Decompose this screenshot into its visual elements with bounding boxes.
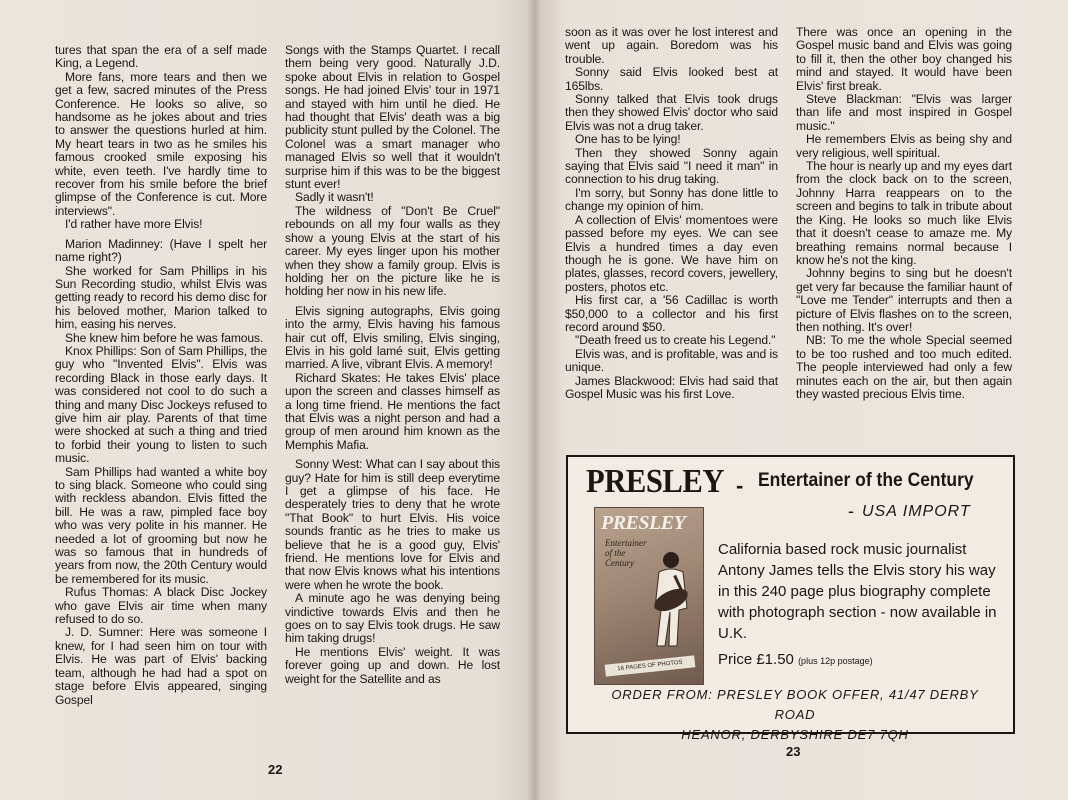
elvis-figure-illustration (641, 548, 699, 648)
paragraph: "Death freed us to create his Legend." (575, 333, 776, 348)
paragraph: The wildness of "Don't Be Cruel" rebounds on all my four walls as they show a young Elvis at the start of his career. My eyes linger upon his mother when they show a family group. Elvis is holding her on the picture like he is holding her now in his new life. (285, 203, 500, 299)
paragraph: Sadly it wasn't! (295, 190, 374, 205)
book-cover-band: 16 PAGES OF PHOTOS (605, 655, 696, 676)
order-address (590, 685, 1000, 745)
page-number: 22 (268, 762, 283, 777)
paragraph: I'm sorry, but Sonny has done little to change my opinion of him. (565, 185, 778, 214)
book-advertisement (566, 455, 1015, 742)
paragraph: She knew him before he was famous. (65, 330, 264, 345)
paragraph: J. D. Sumner: Here was someone I knew, for I had seen him on tour with Elvis. He was part of Elvis' backing team, although he had had a spot on stage before Elvis appeared, singing Gospel (55, 625, 267, 707)
article-column-4 (796, 26, 1012, 401)
paragraph: Sam Phillips had wanted a white boy to sing black. Someone who could sing with reckless abandon. Elvis fitted the bill. He was a raw, pimpled face boy who was very polite in his manner. He needed a lot of grooming but now he was so famous that in hundreds of years from now, the 20th Century would be remembered for its music. (55, 464, 267, 586)
paragraph: Then they showed Sonny again saying that Elvis said "I need it man" in connection to his drug taking. (565, 145, 778, 187)
price-label: Price £1.50 (718, 651, 794, 668)
ad-description: California based rock music journalist Antony James tells the Elvis story his way in this 240 page plus biography complete with photograph section - now available in U.K. (718, 541, 997, 642)
paragraph: A minute ago he was denying being vindictive towards Elvis and then he goes on to say Elvis took drugs. He saw him taking drugs! (285, 591, 500, 646)
paragraph: I'd rather have more Elvis! (65, 217, 203, 232)
paragraph: Sonny West: What can I say about this guy? Hate for him is still deep everytime I get a glimpse of his face. He desperately tries to deny that he wrote "That Book" to hurt Elvis. His voice sounds frantic as he tries to make us believe that he is a good guy, Elvis' friend. He mentions love for Elvis and that now Elvis knows what his intentions were when he wrote the book. (285, 457, 500, 592)
paragraph: Sonny said Elvis looked best at 165lbs. (565, 65, 778, 93)
ad-import-dash: - (848, 501, 854, 521)
paragraph: Johnny begins to sing but he doesn't get very far because the familiar haunt of "Love me Tender" interrupts and then a picture of Elvis flashes on to the screen, then nothing. It's over! (796, 266, 1012, 334)
paragraph: There was once an opening in the Gospel music band and Elvis was going to fill it, then the other boy changed his mind and stayed. It would have been Elvis' first break. (796, 25, 1012, 93)
book-gutter (527, 0, 541, 800)
paragraph: Sonny talked that Elvis took drugs then they showed Elvis' doctor who said Elvis was not a drug taker. (565, 92, 778, 133)
ad-price (718, 651, 873, 668)
book-cover-subtitle: Entertainer of the Century (605, 538, 647, 568)
paragraph: He mentions Elvis' weight. It was forever going up and down. He lost weight for the Satellite and as (285, 644, 500, 686)
price-note: (plus 12p postage) (798, 656, 873, 666)
paragraph: NB: To me the whole Special seemed to be too rushed and too much edited. The people interviewed had only a few minutes each on the air, but then again they wasted precious Elvis time. (796, 333, 1012, 401)
article-column-1 (55, 44, 267, 707)
paragraph: A collection of Elvis' momentoes were passed before my eyes. We can see Elvis a hundred times a day even though he is gone. We have him on plates, glasses, record covers, jewellery, posters, photos etc. (565, 212, 778, 294)
page-number: 23 (786, 744, 801, 759)
paragraph: One has to be lying! (575, 132, 681, 147)
paragraph: She worked for Sam Phillips in his Sun Recording studio, whilst Elvis was getting ready to record his demo disc for his beloved mother, Marion talked to him, easing his nerves. (55, 263, 267, 332)
book-cover-image (594, 507, 704, 685)
article-column-3 (565, 26, 778, 401)
paragraph: soon as it was over he lost interest and went up again. Boredom was his trouble. (565, 25, 778, 66)
paragraph: His first car, a '56 Cadillac is worth $50,000 to a collector and his first record around $50. (565, 293, 778, 334)
paragraph: Elvis was, and is profitable, was and is unique. (565, 346, 778, 375)
paragraph: The hour is nearly up and my eyes dart from the clock back on to the screen, Johnny Harra reappears on to the screen and begins to talk in tribute about the King. He looks so much like Elvis that it doesn't cease to amaze me. My breathing remains normal because I know he's not the king. (796, 159, 1012, 267)
paragraph: Steve Blackman: "Elvis was larger than life and most inspired in Gospel music." (796, 92, 1012, 133)
paragraph: Rufus Thomas: A black Disc Jockey who gave Elvis air time when many refused to do so. (55, 585, 267, 627)
paragraph: Songs with the Stamps Quartet. I recall them being very good. Naturally J.D. spoke about Elvis in relation to Gospel songs. He had joined Elvis' tour in 1971 and stayed with him until he died. He had thought that Elvis' death was a big publicity stunt pulled by the Colonel. The Colonel was a smart manager who managed Elvis so well that it wouldn't surprise him if this was to be the biggest stunt ever! (285, 43, 500, 192)
ad-subtitle: Entertainer of the Century (758, 470, 974, 491)
paragraph: Marion Madinney: (Have I spelt her name right?) (55, 236, 267, 265)
ad-import-label: USA IMPORT (862, 503, 971, 520)
paragraph: Knox Phillips: Son of Sam Phillips, the guy who "Invented Elvis". Elvis was recording Black in those early days. It was considered not cool to do such a thing and many Disc Jockeys refused to give him air play. Parents of that time were shocked at such a thing and tried to forbid their young to listen to such music. (55, 343, 267, 466)
ad-title: PRESLEY (586, 463, 724, 500)
order-line-1: ORDER FROM: PRESLEY BOOK OFFER, 41/47 DERBY ROAD (611, 687, 979, 722)
paragraph: He remembers Elvis as being shy and very religious, well spiritual. (796, 132, 1012, 160)
paragraph: tures that span the era of a self made King, a Legend. (55, 43, 267, 71)
paragraph: More fans, more tears and then we get a few, sacred minutes of the Press Conference. He looks so alive, so handsome as he jokes about and tries to answer the questions hurled at him. My heart tears in two as he smiles his famous crooked smile exposing his white, even teeth. I've hardly time to recover from his smile before the brief glimpse of the Conference is cut. More interviews". (55, 69, 267, 218)
paragraph: Elvis signing autographs, Elvis going into the army, Elvis having his famous hair cut off, Elvis smiling, Elvis singing, Elvis in his gold lamé suit, Elvis getting married. A live, vibrant Elvis. A memory! (285, 303, 500, 372)
paragraph: Richard Skates: He takes Elvis' place upon the screen and classes himself as a long time friend. He mentions the fact that Elvis was a night person and had a group of men around him known as the Memphis Mafia. (285, 370, 500, 452)
ad-title-dash: - (736, 473, 744, 498)
article-column-2 (285, 44, 500, 686)
order-line-2: HEANOR, DERBYSHIRE DE7 7QH (681, 727, 909, 742)
book-cover-title: PRESLEY (601, 512, 686, 534)
paragraph: James Blackwood: Elvis had said that Gospel Music was his first Love. (565, 373, 778, 401)
